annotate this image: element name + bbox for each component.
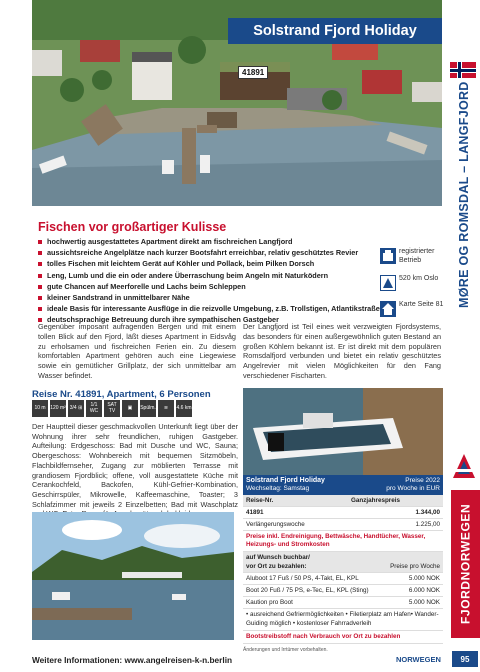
region-label: MØRE OG ROMSDAL – LANGFJORD (457, 81, 471, 309)
feature-item: tolles Fischen mit leichtem Gerät auf Köhler und Pollack, beim Pilken Dorsch (38, 258, 370, 269)
price-table-header (243, 475, 443, 495)
amenity-icons (32, 400, 192, 417)
extras-header (243, 552, 443, 573)
tv-icon: SAT TV (104, 400, 120, 417)
price-unit: pro Woche in EUR (386, 485, 440, 492)
col-annual-price: Ganzjahrespreis (351, 497, 400, 504)
feature-list (38, 236, 380, 326)
distance-water-icon: 10 m (32, 400, 48, 417)
shop-distance-icon: 4.6 km (176, 400, 192, 417)
footer-country: NORWEGEN (396, 655, 441, 664)
extra-row (243, 585, 443, 597)
extra-label: Kaution pro Boot (246, 599, 293, 606)
location-marker: 41891 (238, 66, 268, 79)
dishwasher-icon: Spülm. (140, 400, 156, 417)
brand-logo-icon (451, 452, 477, 484)
price-table-name: Solstrand Fjord Holiday (246, 477, 325, 484)
norway-flag-icon (450, 62, 476, 78)
size-icon: 120 m² (50, 400, 66, 417)
feature-item: gute Chancen auf Meerforelle und Lachs beim Schleppen (38, 281, 370, 292)
accommodation-title: Solstrand Fjord Holiday (228, 18, 442, 44)
price-row-value: 1.225,00 (415, 521, 440, 528)
feature-item: hochwertig ausgestattetes Apartment direkt am fischreichen Langfjord (38, 236, 370, 247)
microwave-icon: ▣ (122, 400, 138, 417)
registered-business-text: registrierter Betrieb (399, 248, 435, 264)
extras-misc: • ausreichend Gefriermöglichkeiten • Filetierplatz am Hafen• Wander-Guiding möglich • kostenloser Fahrradverleih (243, 609, 443, 631)
body-text-right: Der Langfjord ist Teil eines weit verzweigten Fjordsystems, das besonders für einen außergewöhnlich guten Bestand an großen Köhlern bekannt ist. Er ist direkt mit dem populären Romsdalfjord verbunden und bietet ein relativ geschütztes Angelrevier mit vielen Möglichkeiten für den Fang verschiedener Fischarten. (243, 322, 441, 380)
changeover-day: Wechseltag: Samstag (246, 485, 310, 492)
extra-label: Boot 20 Fuß / 75 PS, e-Tec, EL, KPL (Sting) (246, 587, 369, 594)
registered-business-icon (380, 248, 396, 264)
accommodation-description: Der Hauptteil dieser geschmackvollen Unterkunft liegt über der Wohnung ihrer sehr freundlichen, ruhigen Gastgeber. Aufteilung: Erdgeschoss: Bad mit Dusche und WC, Sauna; Obergeschoss: Wohnbereich mit bequemen Sitzmöbeln, Flachbildfernseher, Zugang zur möblierten Terrasse mit grandiosem Fjordblick; offene, voll ausgestattete Küche mit Cerankochfeld, Backofen, Kühl-Gefrier-Kombination, Geschirrspüler, Mikrowelle, Kaffeemaschine, Toaster; 3 Schlafzimmer mit jeweils 2 Einzelbetten; Bad mit Waschplatz (32, 422, 238, 509)
extra-row (243, 573, 443, 585)
distance-icon (380, 275, 396, 291)
country-tab (451, 490, 480, 638)
feature-item: Leng, Lumb und die ein oder andere Überraschung beim Angeln mit Naturködern (38, 270, 370, 281)
extra-label: Aluboot 17 Fuß / 50 PS, 4-Takt, EL, KPL (246, 575, 359, 582)
col-trip-number: Reise-Nr. (246, 497, 274, 504)
price-row (243, 519, 443, 531)
extra-value: 5.000 NOK (408, 599, 440, 606)
price-row-label: Verlängerungswoche (246, 521, 305, 528)
disclaimer: Änderungen und Irrtümer vorbehalten. (243, 647, 328, 653)
price-table (243, 475, 443, 653)
sauna-icon: ≋ (158, 400, 174, 417)
harbor-photo (32, 512, 234, 640)
price-row-label: 41891 (246, 509, 264, 516)
price-row-value: 1.344,00 (415, 509, 440, 516)
price-inclusions: Preise inkl. Endreinigung, Bettwäsche, Handtücher, Wasser, Heizungs- und Stromkosten (243, 531, 443, 552)
body-text-left: Gegenüber imposant aufragenden Bergen und mit einem tollen Blick auf den Fjord, läßt dieses Apartment in Eidsvåg zu erholsamen und fischreichen Ferien ein. Zu diesem komfortablen Apartment gehören auch eine Liegewiese sowie ein gemütlicher Grillplatz, der sich unmittelbar am Wasser befindet. (38, 322, 236, 380)
page-number: 95 (452, 651, 478, 667)
info-icons (380, 248, 446, 327)
fuel-note: Bootstreibstoff nach Verbrauch vor Ort zu bezahlen (243, 631, 443, 644)
feature-item: deutschsprachige Betreuung durch ihre sympathischen Gastgeber (38, 314, 370, 325)
feature-item: kleiner Sandstrand in unmittelbarer Nähe (38, 292, 370, 303)
section-title: Fischen vor großartiger Kulisse (38, 220, 227, 234)
extra-value: 5.000 NOK (408, 575, 440, 582)
bathroom-icon: 1/1 WC (86, 400, 102, 417)
website-link[interactable]: Weitere Informationen: www.angelreisen-k-n.berlin (32, 655, 233, 665)
trip-title: Reise Nr. 41891, Apartment, 6 Personen (32, 389, 211, 400)
extras-unit: Preise pro Woche (390, 563, 440, 570)
price-row (243, 507, 443, 519)
feature-item: ideale Basis für interessante Ausflüge in die reizvolle Umgebung, z.B. Trollstigen, Atlantikstraße (38, 303, 370, 314)
extra-row (243, 597, 443, 609)
boat-photo (243, 388, 443, 476)
feature-item: aussichtsreiche Angelplätze nach kurzer Bootsfahrt erreichbar, relativ geschütztes Revier (38, 247, 370, 258)
map-reference-text: Karte Seite 81 (399, 301, 444, 308)
map-icon (380, 301, 396, 317)
extras-title: auf Wunsch buchbar/ vor Ort zu bezahlen: (246, 554, 310, 570)
bedrooms-icon: 3/4 ⊞ (68, 400, 84, 417)
extra-value: 6.000 NOK (408, 587, 440, 594)
distance-text: 520 km Oslo (399, 275, 439, 282)
price-year: Preise 2022 (405, 477, 440, 484)
price-column-headers (243, 495, 443, 507)
country-tab-label: FJORDNORWEGEN (458, 503, 473, 625)
